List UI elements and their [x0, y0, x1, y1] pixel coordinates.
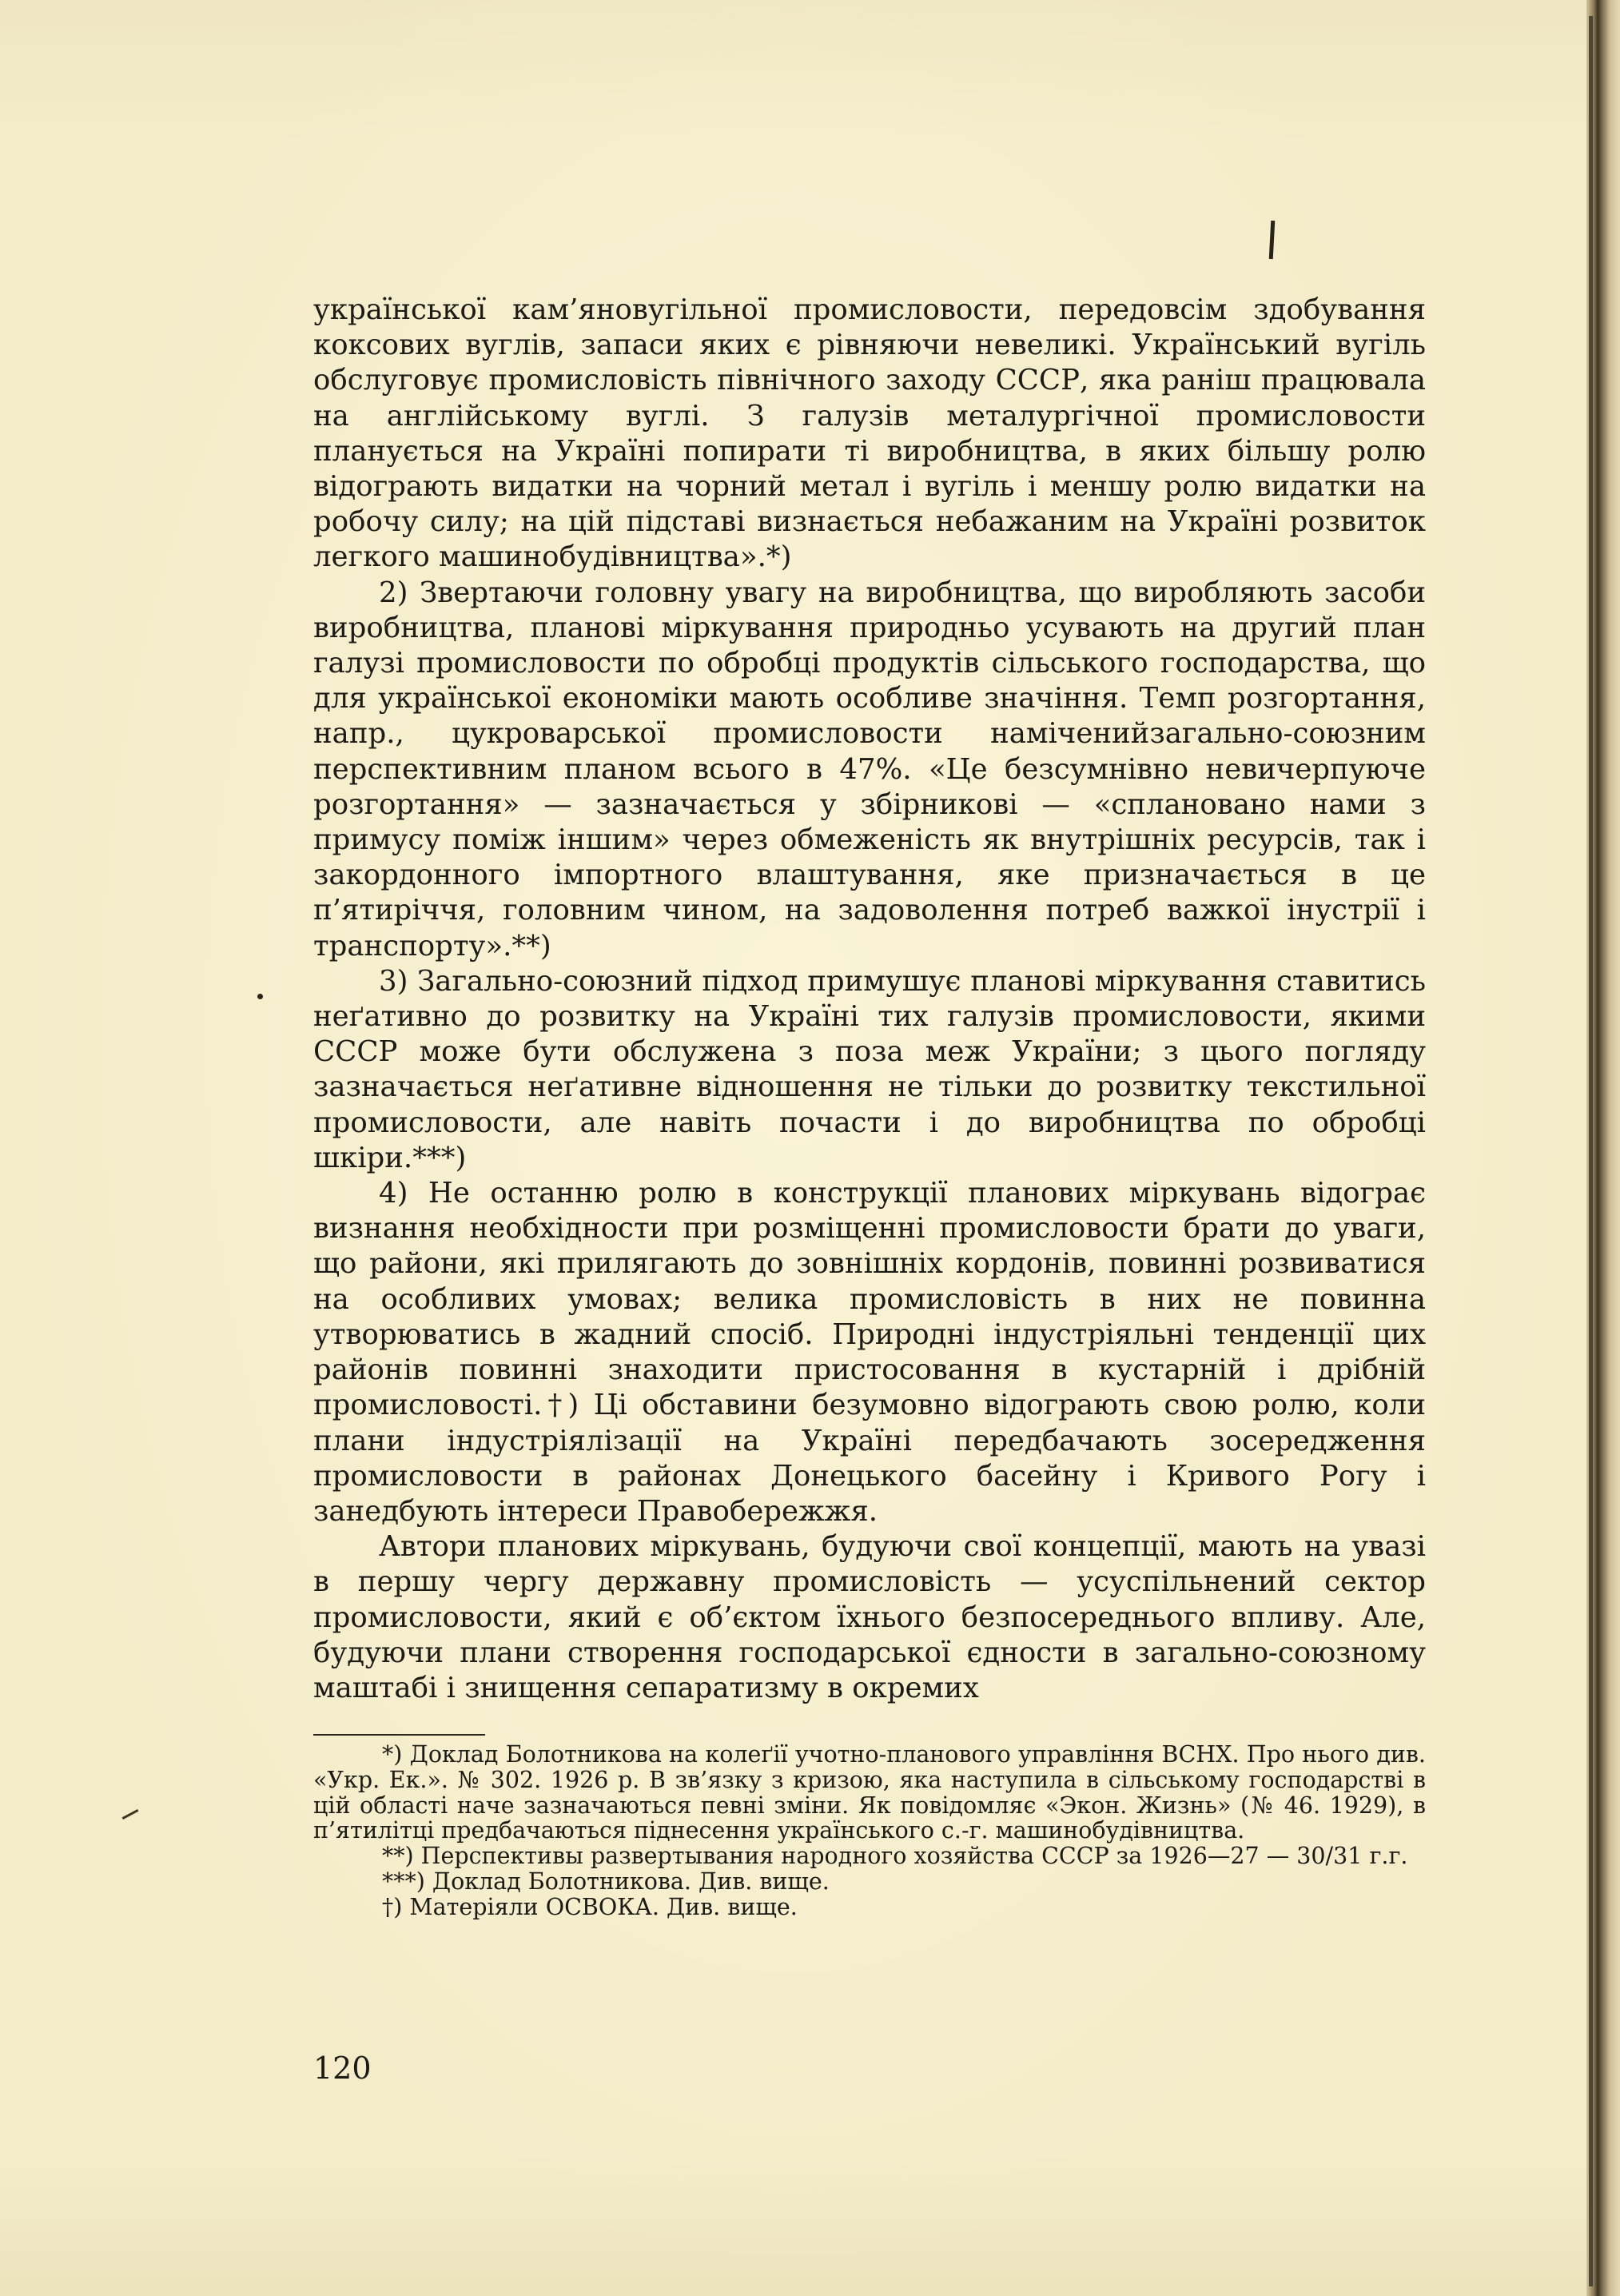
main-text	[313, 293, 1426, 1706]
paragraph-authors: Автори планових міркувань, будуючи свої концепції, мають на увазі в першу чергу державну промисловість — усуспільнений сектор промисловости, який є об’єктом їхнього безпосереднього впливу. Але, будуючи плани створення господарської єдности в загально-союзному маштабі і знищення сепаратизму в окремих	[313, 1530, 1426, 1704]
ink-mark	[1269, 221, 1276, 259]
paragraph-point-3: 3) Загально-союзний підход примушує планові міркування ставитись неґативно до розвитку на Україні тих галузів промисловости, якими СССР може бути обслужена з поза меж України; з цього погляду зазначається неґативне відношення не тільки до розвитку текстильної промисловости, але навіть почасти і до виробництва по обробці шкіри.***)	[313, 964, 1426, 1174]
paragraph-point-4: 4) Не останню ролю в конструкції планових міркувань відограє визнання необхідности при розміщенні промисловости брати до уваги, що райони, які прилягають до зовнішніх кордонів, повинні розвиватися на особливих умовах; велика промисловість в них не повинна утворюватись в жадний спосіб. Природні індустріяльні тенденції цих районів повинні знаходити пристосовання в кустарній і дрібній промисловості.†) Ці обставини безумовно відограють свою ролю, коли плани індустріялізації на Україні передбачають зосередження промисловости в районах Донецького басейну і Кривого Рогу і занедбують інтереси Правобережжя.	[313, 1177, 1426, 1528]
pencil-mark	[122, 1809, 139, 1820]
footnotes	[313, 1742, 1426, 1920]
paragraph-continuation: української кам’яновугільної промисловости, передовсім здобування коксових вуглів, запаси яких є рівняючи невеликі. Український вугіль обслуговує промисловість північного заходу СССР, яка раніш працювала на англійському вуглі. З галузів металургічної промисловости планується на Україні попирати ті виробництва, в яких більшу ролю відограють видатки на чорний метал і вугіль і меншу ролю видатки на робочу силу; на цій підставі визнається небажаним на Україні розвиток легкого машинобудівництва».*)	[313, 293, 1426, 574]
page-number: 120	[313, 2051, 372, 2086]
footnote-divider	[313, 1734, 485, 1736]
footnote-2: **) Перспективы развертывания народного хозяйства СССР за 1926—27 — 30/31 г.г.	[382, 1843, 1408, 1870]
paragraph-point-2: 2) Звертаючи головну увагу на виробництва, що виробляють засоби виробництва, планові міркування природньо усувають на другий план галузі промисловости по обробці продуктів сільського господарства, що для української економіки мають особливе значіння. Темп розгортання, напр., цукроварської промисловости наміченийзагально-союзним перспективним планом всього в 47%. «Це безсумнівно невичерпуюче розгортання» — зазначається у збірникові — «сплановано нами з примусу поміж іншим» через обмеженість як внутрішніх ресурсів, так і закордонного імпортного влаштування, яке призначається в це п’ятиріччя, головним чином, на задоволення потреб важкої інустрії і транспорту».**)	[313, 576, 1426, 963]
binding-shadow	[1589, 16, 1593, 2286]
footnote-4: †) Матеріяли ОСВОКА. Див. вище.	[382, 1893, 798, 1920]
footnote-1: *) Доклад Болотникова на колеґії учотно-планового управління ВСНХ. Про нього див. «Укр. Ек.». № 302. 1926 р. В зв’язку з кризою, яка наступила в сільському господарстві в цій області наче зазначаються певні зміни. Як повідомляє «Экон. Жизнь» (№ 46. 1929), в п’ятилітці предбачаються піднесення українського с.-г. машинобудівництва.	[313, 1741, 1426, 1844]
ink-speck	[257, 994, 263, 999]
footnote-3: ***) Доклад Болотникова. Див. вище.	[382, 1867, 830, 1895]
